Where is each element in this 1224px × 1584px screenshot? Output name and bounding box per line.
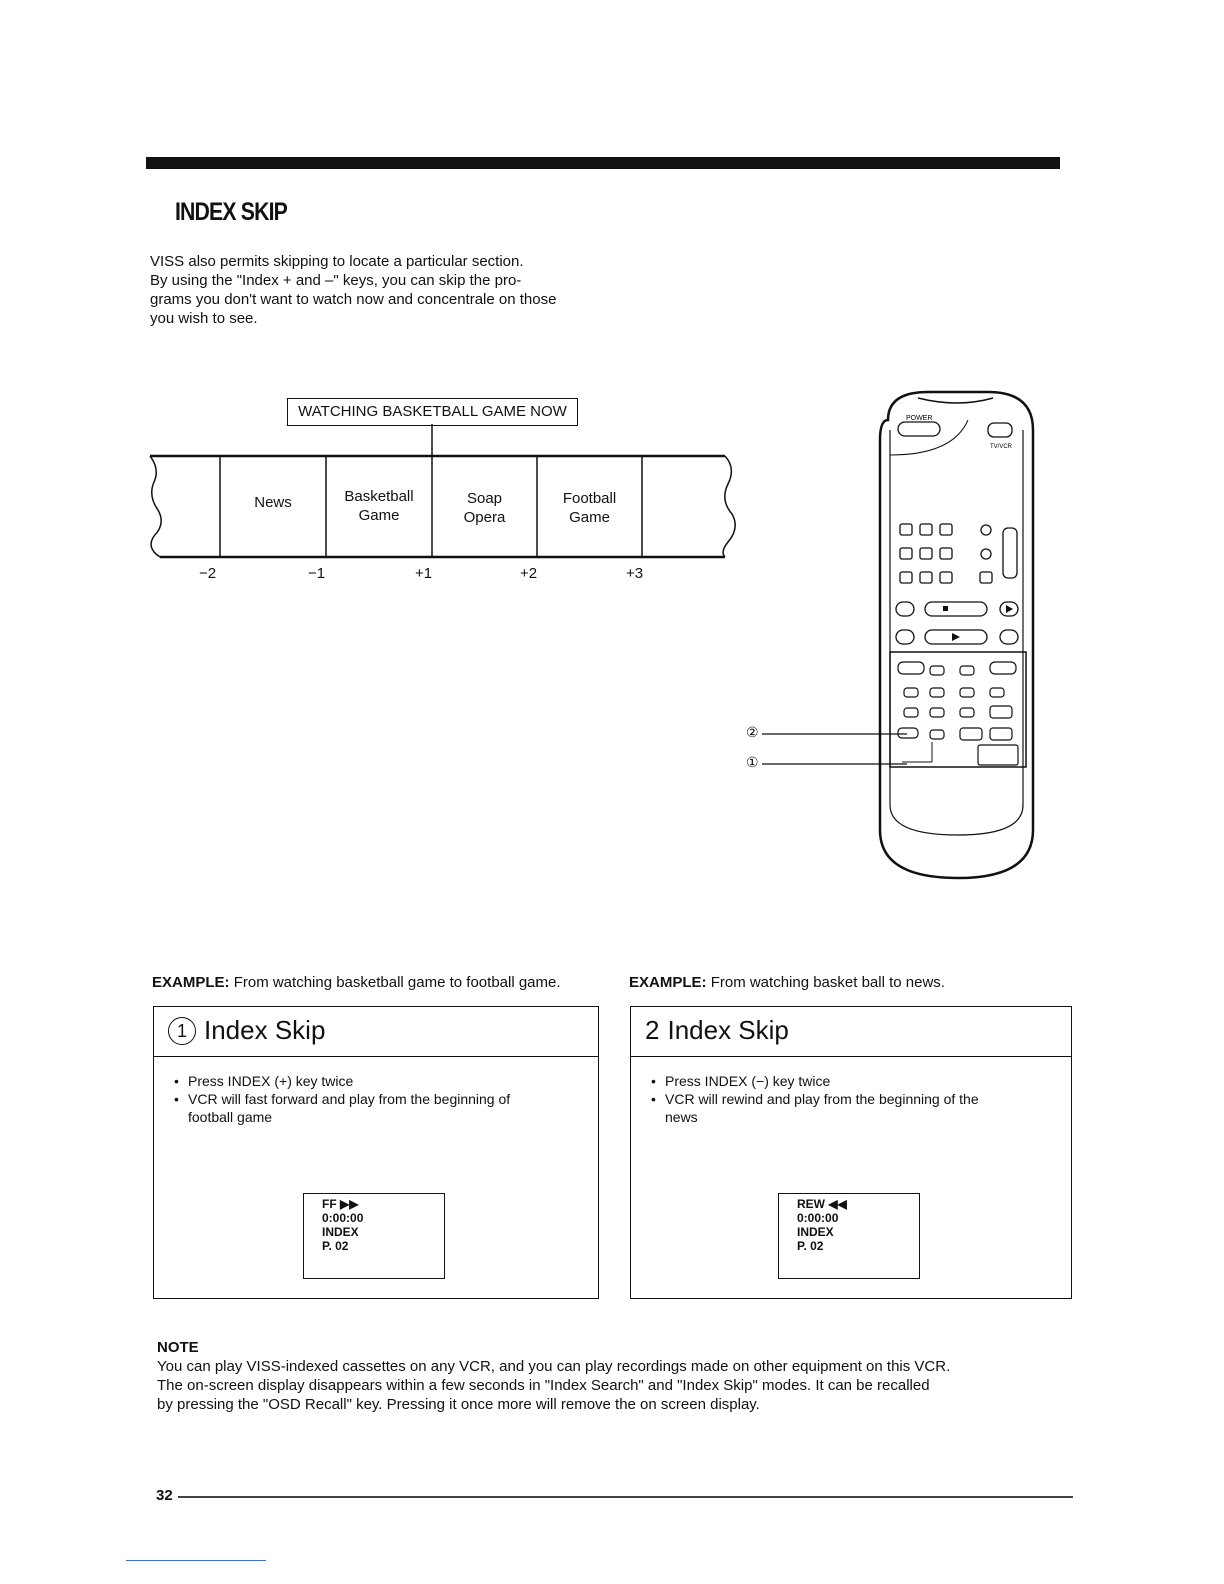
- osd-line: REW ◀◀: [797, 1197, 847, 1211]
- segment-label: Opera: [463, 509, 506, 526]
- segment-news: [220, 493, 326, 512]
- example-label: EXAMPLE:: [152, 974, 230, 991]
- tick-label: +3: [626, 565, 644, 582]
- callout-2: ②: [746, 724, 759, 740]
- osd-screen: [303, 1193, 445, 1279]
- osd-line: INDEX: [322, 1225, 359, 1239]
- tick-label: −2: [199, 565, 217, 582]
- note-line: by pressing the "OSD Recall" key. Pressing it once more will remove the on screen display.: [157, 1396, 760, 1413]
- list-item: • Press INDEX (−) key twice: [649, 1072, 1059, 1090]
- intro-paragraph: [150, 252, 620, 328]
- example-text: From watching basket ball to news.: [710, 974, 945, 991]
- remote-control-illustration: [868, 390, 1043, 880]
- osd-line: 0:00:00: [797, 1211, 839, 1225]
- list-item-continuation: football game: [188, 1109, 273, 1125]
- panel-header: [154, 1007, 598, 1057]
- note-heading: NOTE: [157, 1339, 199, 1356]
- tape-right-tear: [723, 456, 735, 557]
- intro-line: VISS also permits skipping to locate a particular section.: [150, 253, 524, 270]
- segment-soap-opera: [432, 489, 537, 527]
- osd-line: FF ▶▶: [322, 1197, 359, 1211]
- segment-label: Basketball: [344, 488, 414, 505]
- page-title: INDEX SKIP: [175, 198, 287, 226]
- tick-label: −1: [308, 565, 326, 582]
- power-label: POWER: [906, 415, 933, 422]
- segment-label: News: [254, 494, 292, 511]
- segment-label: Football: [562, 490, 617, 507]
- footer-rule: [178, 1496, 1073, 1498]
- panel-title: [645, 1015, 789, 1046]
- segment-basketball: [326, 487, 432, 525]
- example-caption: [629, 974, 945, 991]
- note-line: The on-screen display disappears within a few seconds in "Index Search" and "Index Skip" modes. It can be recalled: [157, 1377, 930, 1394]
- callout-1: ①: [746, 754, 759, 770]
- intro-line: By using the "Index + and –" keys, you can skip the pro-: [150, 272, 522, 289]
- top-rule: [146, 157, 1060, 169]
- tick-label: +1: [415, 565, 433, 582]
- segment-label: Soap: [466, 490, 503, 507]
- note-text: [157, 1357, 1077, 1414]
- panel-title-text: Index Skip: [204, 1015, 326, 1045]
- callout-lines: [742, 722, 942, 782]
- note-line: You can play VISS-indexed cassettes on any VCR, and you can play recordings made on other equipment on this VCR.: [157, 1358, 951, 1375]
- intro-line: you wish to see.: [150, 310, 258, 327]
- step-number: 1: [168, 1017, 196, 1045]
- watching-banner: WATCHING BASKETBALL GAME NOW: [287, 398, 578, 426]
- osd-line: 0:00:00: [322, 1211, 364, 1225]
- tape-left-tear: [150, 456, 161, 557]
- list-item-continuation: news: [665, 1109, 698, 1125]
- intro-line: grams you don't want to watch now and concentrale on those: [150, 291, 557, 308]
- scan-artifact-line: [126, 1560, 266, 1561]
- osd-line: P. 02: [797, 1239, 824, 1253]
- tick-label: +2: [520, 565, 538, 582]
- osd-line: P. 02: [322, 1239, 349, 1253]
- tvvcr-label: TV/VCR: [990, 444, 1013, 450]
- panel-title-text: Index Skip: [667, 1015, 789, 1045]
- segment-label: Game: [358, 507, 400, 524]
- index-skip-rewind-panel: [630, 1006, 1072, 1299]
- osd-line: INDEX: [797, 1225, 834, 1239]
- list-item: • VCR will fast forward and play from the beginning of: [172, 1090, 586, 1108]
- osd-screen: [778, 1193, 920, 1279]
- page-number: 32: [156, 1487, 173, 1504]
- step-number: 2: [645, 1015, 660, 1045]
- instruction-list: [649, 1072, 1059, 1126]
- example-caption: [152, 974, 561, 991]
- panel-header: [631, 1007, 1071, 1057]
- example-label: EXAMPLE:: [629, 974, 707, 991]
- example-text: From watching basketball game to football game.: [233, 974, 561, 991]
- list-item: • Press INDEX (+) key twice: [172, 1072, 586, 1090]
- segment-football: [537, 489, 642, 527]
- index-skip-forward-panel: [153, 1006, 599, 1299]
- list-item: • VCR will rewind and play from the beginning of the: [649, 1090, 1059, 1108]
- segment-label: Game: [569, 509, 610, 526]
- instruction-list: [172, 1072, 586, 1126]
- panel-title: [168, 1015, 325, 1046]
